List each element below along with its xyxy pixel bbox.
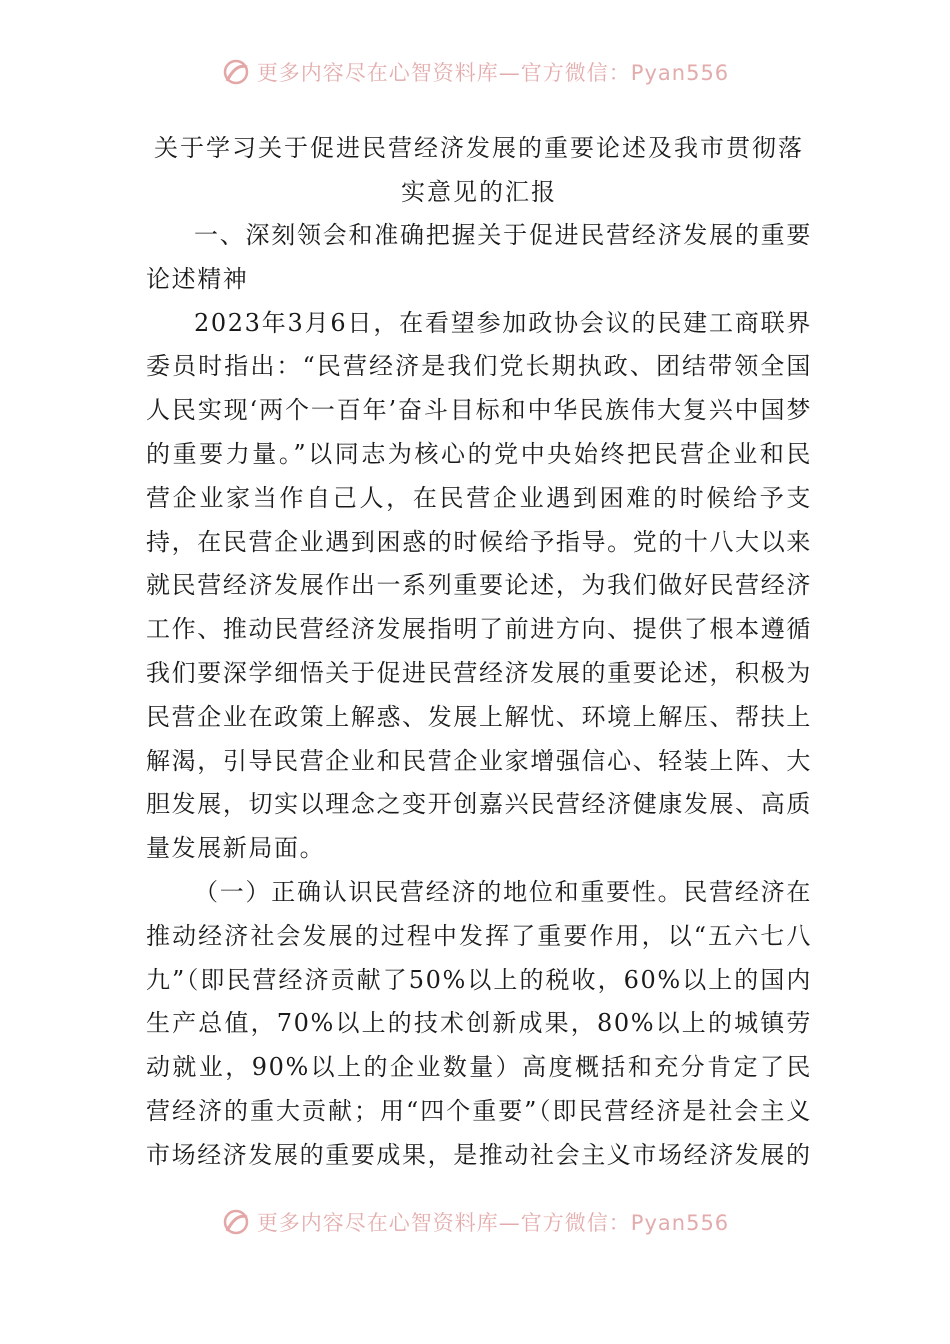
- paragraph: （一）正确认识民营经济的地位和重要性。民营经济在推动经济社会发展的过程中发挥了重要作用，以“五六七八九”（即民营经济贡献了50%以上的税收，60%以上的国内生产总值，70%以上的技术创新成果，80%以上的城镇劳动就业，90%以上的企业数量）高度概括和充分肯定了民营经济的重大贡献；用“四个重要”（即民营经济是社会主义市场经济发展的重要成果，是推动社会主义市场经济发展的: [146, 877, 812, 1169]
- document-body: [146, 126, 812, 1178]
- watermark-text: 更多内容尽在心智资料库—官方微信：Pyan556: [256, 61, 730, 85]
- watermark-logo-icon: [221, 57, 251, 87]
- watermark-banner-top: [0, 52, 950, 92]
- document-title: 关于学习关于促进民营经济发展的重要论述及我市贯彻落实意见的汇报: [154, 134, 804, 206]
- watermark-text: 更多内容尽在心智资料库—官方微信：Pyan556: [256, 1211, 730, 1235]
- paragraph: 2023年3月6日，在看望参加政协会议的民建工商联界委员时指出：“民营经济是我们党长期执政、团结带领全国人民实现‘两个一百年’奋斗目标和中华民族伟大复兴中国梦的重要力量。”以同志为核心的党中央始终把民营企业和民营企业家当作自己人，在民营企业遇到困难的时候给予支持，在民营企业遇到困惑的时候给予指导。党的十八大以来就民营经济发展作出一系列重要论述，为我们做好民营经济工作、推动民营经济发展指明了前进方向、提供了根本遵循我们要深学细悟关于促进民营经济发展的重要论述，积极为民营企业在政策上解惑、发展上解忧、环境上解压、帮扶上解渴，引导民营企业和民营企业家增强信心、轻装上阵、大胆发展，切实以理念之变开创嘉兴民营经济健康发展、高质量发展新局面。: [146, 308, 812, 863]
- watermark-banner-bottom: [0, 1202, 950, 1242]
- watermark-logo-icon: [221, 1207, 251, 1237]
- section-heading: 一、深刻领会和准确把握关于促进民营经济发展的重要论述精神: [146, 221, 812, 293]
